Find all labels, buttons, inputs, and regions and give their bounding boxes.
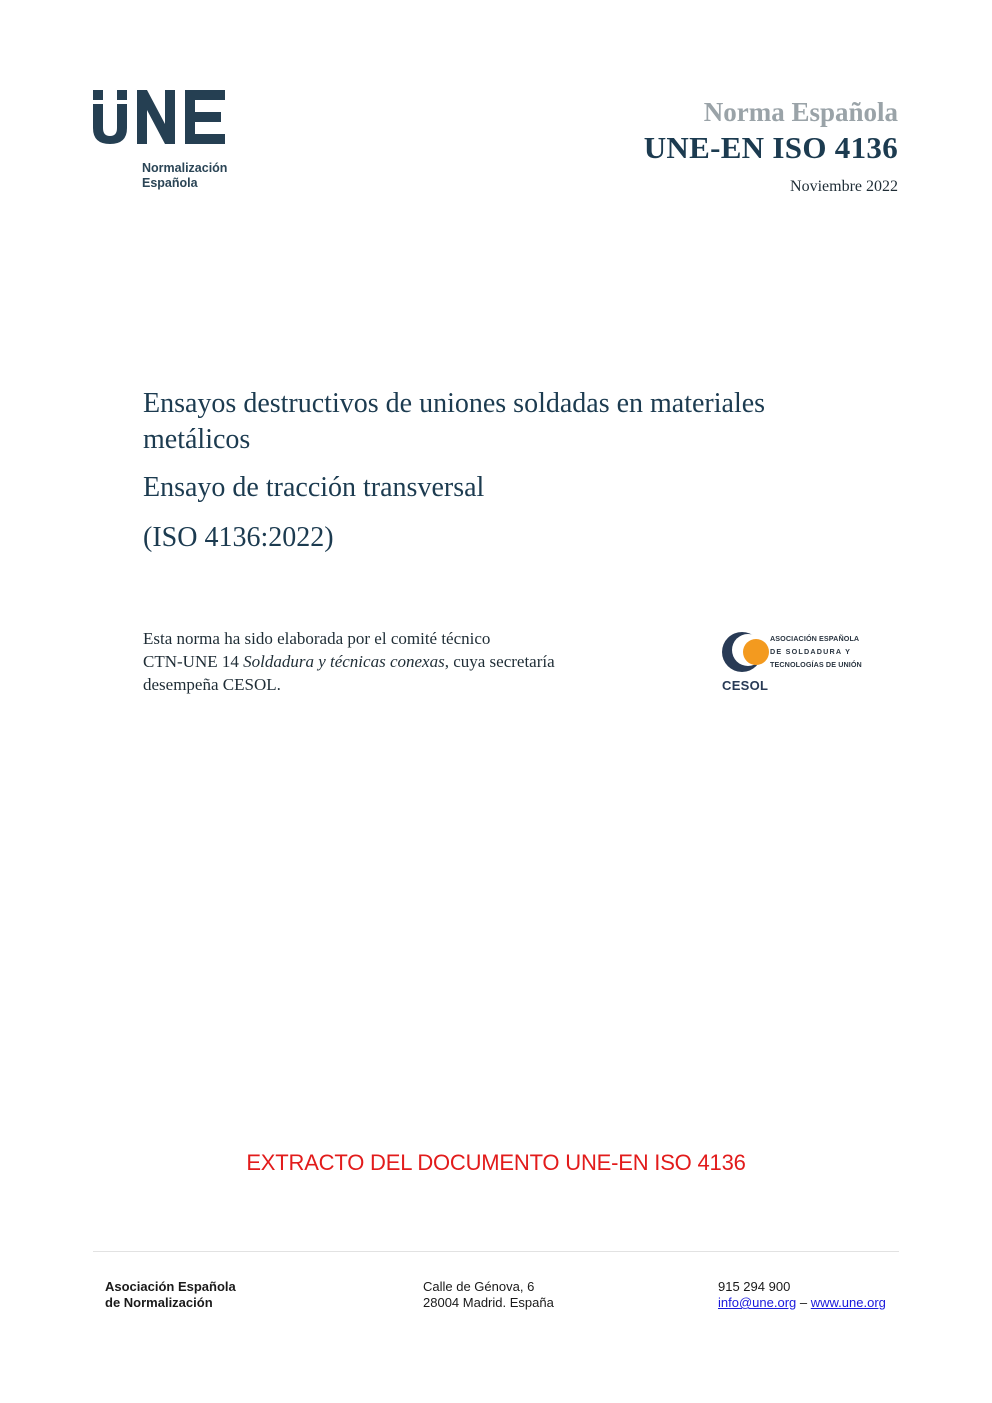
document-title-line2: metálicos xyxy=(143,424,251,455)
une-logo-subtitle xyxy=(142,161,227,191)
title-block xyxy=(143,386,883,556)
document-title-line1: Ensayos destructivos de uniones soldadas en materiales xyxy=(143,388,766,419)
footer-link-separator: – xyxy=(799,1295,808,1310)
footer-address-line1: Calle de Génova, 6 xyxy=(423,1279,535,1294)
cesol-text-line2: DE SOLDADURA Y xyxy=(770,647,852,656)
une-logo-subtitle-line1: Normalización xyxy=(142,161,228,175)
website-link[interactable]: www.une.org xyxy=(810,1295,886,1310)
footer-contact xyxy=(718,1279,886,1311)
document-code: UNE-EN ISO 4136 xyxy=(643,130,898,165)
committee-line2: CTN-UNE 14 Soldadura y técnicas conexas, cuya secretaría xyxy=(143,652,555,671)
document-title xyxy=(143,386,883,458)
committee-statement xyxy=(143,627,663,696)
une-logo xyxy=(93,90,243,200)
footer-org-line2: de Normalización xyxy=(105,1295,213,1310)
footer-address-line2: 28004 Madrid. España xyxy=(423,1295,554,1310)
committee-name: Soldadura y técnicas conexas xyxy=(243,652,445,671)
footer-address xyxy=(423,1279,554,1311)
cesol-crescent-icon xyxy=(720,628,772,680)
document-kind: Norma Española xyxy=(703,97,898,127)
une-wordmark-icon xyxy=(93,90,233,146)
footer-org-line1: Asociación Española xyxy=(105,1279,236,1294)
footer-divider xyxy=(93,1251,899,1252)
email-link[interactable]: info@une.org xyxy=(718,1295,797,1310)
cesol-logo xyxy=(720,628,880,698)
footer-links xyxy=(718,1295,886,1311)
committee-line3: desempeña CESOL. xyxy=(143,675,281,694)
une-logo-subtitle-line2: Española xyxy=(142,176,198,190)
cesol-brand: CESOL xyxy=(722,678,769,693)
cesol-text-line1: ASOCIACIÓN ESPAÑOLA xyxy=(770,634,860,643)
footer-phone: 915 294 900 xyxy=(718,1279,791,1294)
extract-notice: EXTRACTO DEL DOCUMENTO UNE-EN ISO 4136 xyxy=(246,1150,746,1175)
document-date: Noviembre 2022 xyxy=(790,178,898,195)
cesol-text-line3: TECNOLOGÍAS DE UNIÓN xyxy=(770,660,862,669)
document-reference: (ISO 4136:2022) xyxy=(143,522,334,553)
footer-organization xyxy=(105,1279,236,1311)
document-subtitle: Ensayo de tracción transversal xyxy=(143,472,485,503)
document-header xyxy=(644,96,898,196)
committee-line1: Esta norma ha sido elaborada por el comité técnico xyxy=(143,629,491,648)
cesol-logo-text xyxy=(770,632,862,671)
